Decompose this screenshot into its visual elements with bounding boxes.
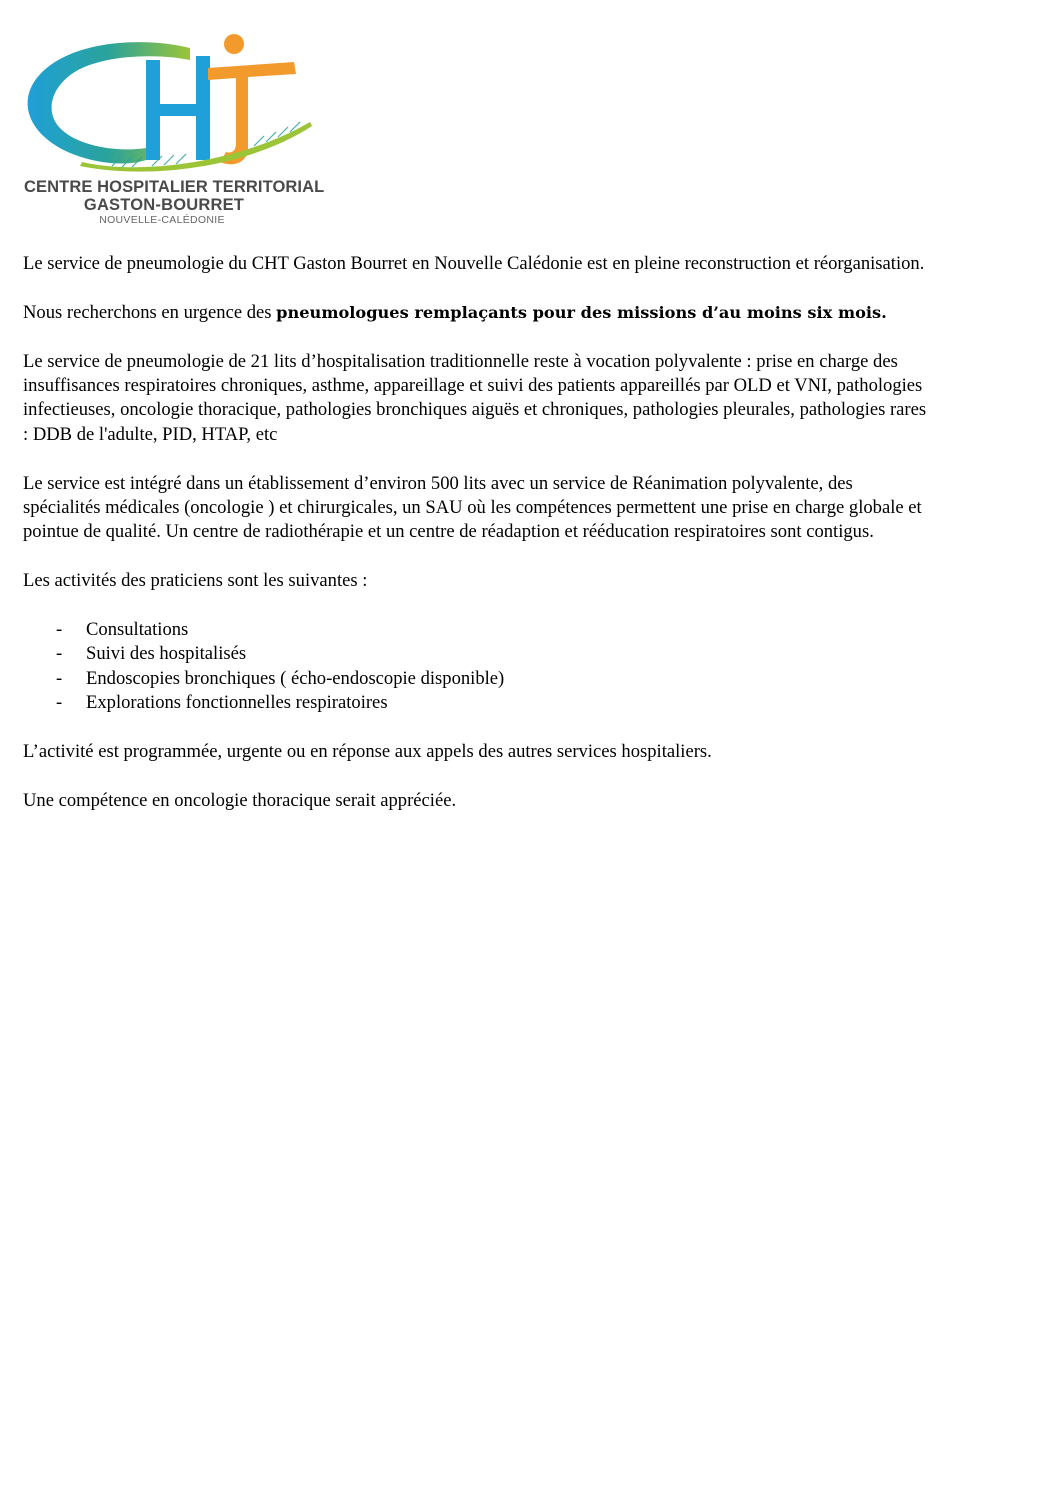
cht-logo-graphic xyxy=(22,30,314,178)
competence-paragraph: Une compétence en oncologie thoracique serait appréciée. xyxy=(23,789,457,811)
intro-paragraph: Le service de pneumologie du CHT Gaston Bourret en Nouvelle Calédonie est en pleine reconstruction et réorganisation. xyxy=(23,253,925,274)
list-item-text: Consultations xyxy=(86,619,189,641)
activity-type-paragraph: L’activité est programmée, urgente ou en réponse aux appels des autres services hospitaliers. xyxy=(23,741,712,763)
search-paragraph-prefix: Nous recherchons en urgence des xyxy=(23,301,277,323)
list-item-text: Explorations fonctionnelles respiratoires xyxy=(86,692,388,714)
cht-logo xyxy=(22,30,325,228)
list-item-text: Endoscopies bronchiques ( écho-endoscopie disponible) xyxy=(86,667,505,689)
activities-intro: Les activités des praticiens sont les suivantes : xyxy=(23,570,368,592)
establishment-paragraph: Le service est intégré dans un établissement d’environ 500 lits avec un service de Réanimation polyvalente, des spécialités médicales (oncologie ) et chirurgicales, un SAU où les compétences permettent une prise en charge globale et pointue de qualité. Un centre de radiothérapie et un centre de réadaption et rééducation respiratoires sont contigus. xyxy=(23,472,922,543)
list-dash: - xyxy=(56,667,63,689)
list-dash: - xyxy=(56,619,63,641)
list-dash: - xyxy=(56,692,63,714)
list-item xyxy=(23,691,933,715)
logo-subtitle: NOUVELLE-CALÉDONIE xyxy=(99,214,225,226)
list-item xyxy=(23,642,933,666)
list-item xyxy=(23,618,933,642)
search-paragraph xyxy=(23,301,933,325)
list-item-text: Suivi des hospitalisés xyxy=(86,643,247,665)
logo-title-line1: CENTRE HOSPITALIER TERRITORIAL xyxy=(24,178,325,196)
activities-list xyxy=(23,618,933,716)
list-dash: - xyxy=(56,643,63,665)
list-item xyxy=(23,667,933,691)
service-description-paragraph: Le service de pneumologie de 21 lits d’hospitalisation traditionnelle reste à vocation polyvalente : prise en charge des insuffisances respiratoires chroniques, asthme, appareillage et suivi des patients appareillés par OLD et VNI, pathologies infectieuses, oncologie thoracique, pathologies bronchiques aiguës et chroniques, pathologies pleurales, pathologies rares : DDB de l'adulte, PID, HTAP, etc xyxy=(23,350,927,445)
document-body xyxy=(23,252,933,838)
logo-title-line2: GASTON-BOURRET xyxy=(83,196,245,214)
search-paragraph-emphasis: pneumologues remplaçants pour des missions d’au moins six mois. xyxy=(276,302,887,322)
